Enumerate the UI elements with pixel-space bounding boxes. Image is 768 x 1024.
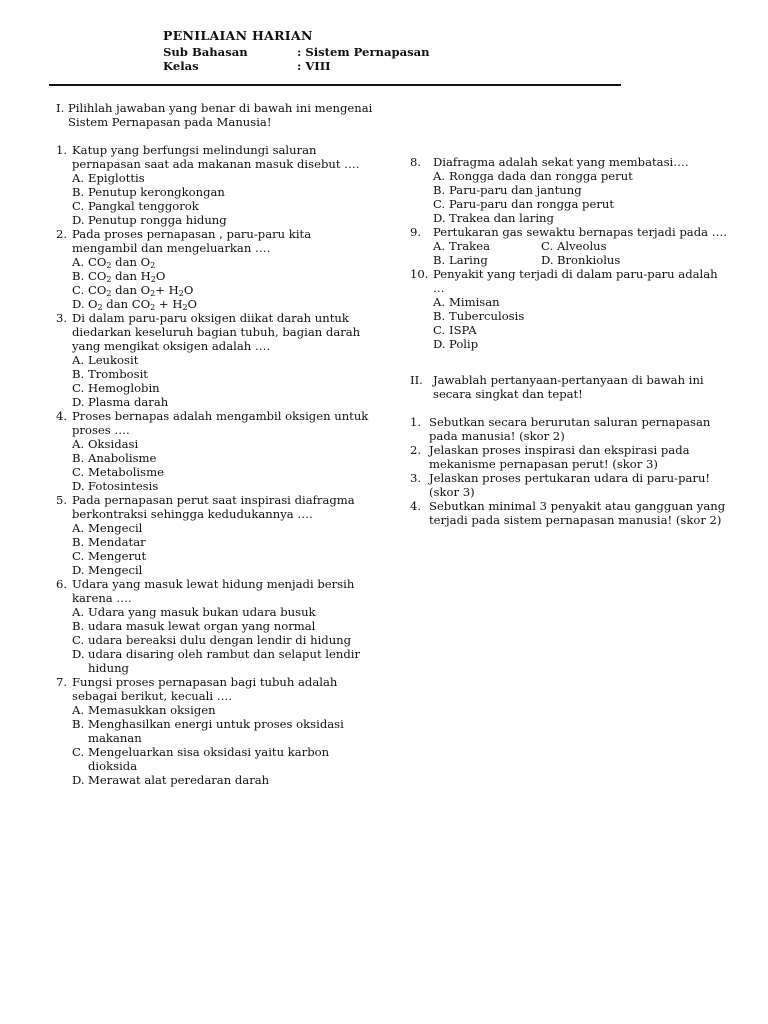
question-number: 3. <box>56 311 68 325</box>
question-text: Katup yang berfungsi melindungi saluran pernapasan saat ada makanan masuk disebut …. <box>72 143 360 171</box>
option-text: Bronkiolus <box>557 253 621 267</box>
formula-part: dan H <box>111 269 151 283</box>
question-text: Diafragma adalah sekat yang membatasi…. <box>433 155 689 169</box>
option-text: Penutup rongga hidung <box>88 213 227 227</box>
option-letter: C. <box>72 465 85 479</box>
option-letter: B. <box>433 309 446 323</box>
option-text: Pangkal tenggorok <box>88 199 199 213</box>
document-title: PENILAIAN HARIAN <box>163 28 313 43</box>
formula-part: dan CO <box>102 297 151 311</box>
left-column <box>56 101 376 787</box>
option-letter: C. <box>72 199 85 213</box>
subscript: 2 <box>150 303 156 312</box>
question-text: Fungsi proses pernapasan bagi tubuh adalah sebagai berikut, kecuali …. <box>72 675 338 703</box>
option-text: Trombosit <box>88 367 148 381</box>
essay-item <box>410 499 730 527</box>
answer-option <box>72 451 376 465</box>
option-letter: A. <box>433 239 446 253</box>
answer-option <box>72 255 376 269</box>
formula-part: CO <box>88 255 107 269</box>
section-text: Pilihlah jawaban yang benar di bawah ini mengenai Sistem Pernapasan pada Manusia! <box>68 101 373 129</box>
essay-text: Jelaskan proses pertukaran udara di paru-paru! (skor 3) <box>429 471 711 499</box>
question-item <box>56 493 376 577</box>
option-text <box>88 283 376 297</box>
option-letter: D. <box>72 773 85 787</box>
question-number: 7. <box>56 675 68 689</box>
subscript: 2 <box>106 261 112 270</box>
answer-option <box>72 605 376 619</box>
question-body <box>72 311 376 409</box>
question-text: Proses bernapas adalah mengambil oksigen untuk proses …. <box>72 409 369 437</box>
option-text: udara masuk lewat organ yang normal <box>88 619 316 633</box>
question-body <box>433 155 730 225</box>
option-letter: A. <box>72 703 85 717</box>
answer-option <box>72 171 376 185</box>
option-text <box>88 269 376 283</box>
formula-part: O <box>155 269 166 283</box>
option-text: Polip <box>449 337 479 351</box>
section-number: I. <box>56 101 65 115</box>
option-text: Metabolisme <box>88 465 164 479</box>
essay-list <box>410 415 730 527</box>
option-letter: B. <box>72 185 85 199</box>
option-text: Mengecil <box>88 521 143 535</box>
option-text: Plasma darah <box>88 395 169 409</box>
answer-option <box>72 269 376 283</box>
answer-option <box>72 563 376 577</box>
option-text: Paru-paru dan rongga perut <box>449 197 615 211</box>
option-letter: A. <box>72 353 85 367</box>
essay-number: 1. <box>410 415 422 429</box>
answer-option <box>72 395 376 409</box>
formula-part: dan O <box>111 255 151 269</box>
option-letter: D. <box>72 213 85 227</box>
question-text: Udara yang masuk lewat hidung menjadi bersih karena …. <box>72 577 355 605</box>
answer-option <box>433 337 730 351</box>
option-letter: B. <box>72 619 85 633</box>
option-letter: C. <box>433 197 446 211</box>
section-1-instruction <box>56 101 376 129</box>
formula-part: dan O <box>111 283 151 297</box>
answer-option <box>72 185 376 199</box>
formula-part: + H <box>155 283 179 297</box>
option-letter: D. <box>433 337 446 351</box>
answer-option <box>433 295 730 309</box>
question-number: 4. <box>56 409 68 423</box>
section-text: Jawablah pertanyaan-pertanyaan di bawah ini secara singkat dan tepat! <box>433 373 704 401</box>
right-column <box>410 155 730 527</box>
question-number: 5. <box>56 493 68 507</box>
option-letter: B. <box>72 269 85 283</box>
answer-option <box>433 309 730 323</box>
option-letter: A. <box>433 295 446 309</box>
subscript: 2 <box>150 261 156 270</box>
question-list-left <box>56 143 376 787</box>
option-letter: D. <box>72 479 85 493</box>
question-body <box>433 267 730 351</box>
question-text: Pertukaran gas sewaktu bernapas terjadi pada …. <box>433 225 727 239</box>
section-number: II. <box>410 373 423 387</box>
answer-option <box>72 549 376 563</box>
option-letter: C. <box>72 633 85 647</box>
option-text: udara bereaksi dulu dengan lendir di hidung <box>88 633 352 647</box>
formula-part: O <box>187 297 198 311</box>
header-divider <box>49 84 621 86</box>
option-letter: A. <box>72 605 85 619</box>
formula-part: O <box>88 297 98 311</box>
header-row-subject <box>163 45 430 59</box>
answer-option <box>433 253 541 267</box>
question-number: 10. <box>410 267 429 281</box>
option-text: Hemoglobin <box>88 381 160 395</box>
option-letter: B. <box>72 535 85 549</box>
option-text: Merawat alat peredaran darah <box>88 773 270 787</box>
option-text: Memasukkan oksigen <box>88 703 216 717</box>
option-letter: D. <box>541 253 554 267</box>
option-letter: D. <box>433 211 446 225</box>
option-letter: D. <box>72 563 85 577</box>
option-text: ISPA <box>449 323 477 337</box>
option-letter: A. <box>72 171 85 185</box>
option-letter: A. <box>433 169 446 183</box>
question-item <box>56 143 376 227</box>
essay-item <box>410 443 730 471</box>
option-text: Mengecil <box>88 563 143 577</box>
subscript: 2 <box>182 303 188 312</box>
option-letter: D. <box>72 395 85 409</box>
question-item <box>56 311 376 409</box>
answer-option <box>72 353 376 367</box>
option-text: Epiglottis <box>88 171 145 185</box>
option-text <box>88 255 376 269</box>
document-header <box>163 29 430 73</box>
answer-option <box>72 437 376 451</box>
question-body <box>72 493 376 577</box>
option-text: Mengeluarkan sisa oksidasi yaitu karbon dioksida <box>88 745 330 773</box>
option-row <box>433 239 730 253</box>
question-text: Pada proses pernapasan , paru-paru kita mengambil dan mengeluarkan …. <box>72 227 312 255</box>
subscript: 2 <box>150 289 156 298</box>
answer-option <box>433 211 730 225</box>
answer-option <box>541 239 649 253</box>
answer-option <box>72 367 376 381</box>
answer-option <box>72 199 376 213</box>
header-label: Kelas <box>163 59 199 73</box>
answer-option <box>72 479 376 493</box>
question-item <box>410 225 730 267</box>
answer-option <box>433 169 730 183</box>
option-letter: B. <box>72 451 85 465</box>
header-value: : VIII <box>297 59 331 73</box>
option-text: udara disaring oleh rambut dan selaput lendir hidung <box>88 647 360 675</box>
essay-number: 2. <box>410 443 422 457</box>
question-item <box>56 409 376 493</box>
option-text: Penutup kerongkongan <box>88 185 225 199</box>
option-text: Anabolisme <box>88 451 157 465</box>
option-letter: B. <box>433 253 446 267</box>
question-body <box>72 143 376 227</box>
option-letter: A. <box>72 437 85 451</box>
option-letter: D. <box>72 297 85 311</box>
formula-part: CO <box>88 269 107 283</box>
option-letter: C. <box>72 381 85 395</box>
formula-part: O <box>183 283 194 297</box>
answer-option <box>72 381 376 395</box>
option-letter: C. <box>541 239 554 253</box>
option-text: Leukosit <box>88 353 139 367</box>
answer-option <box>72 647 376 675</box>
option-text: Trakea <box>449 239 490 253</box>
option-text: Alveolus <box>557 239 607 253</box>
question-text: Pada pernapasan perut saat inspirasi diafragma berkontraksi sehingga kedudukannya …. <box>72 493 355 521</box>
question-body <box>433 225 730 267</box>
option-letter: B. <box>72 717 85 731</box>
option-letter: C. <box>433 323 446 337</box>
option-text: Mendatar <box>88 535 146 549</box>
essay-text: Sebutkan minimal 3 penyakit atau gangguan yang terjadi pada sistem pernapasan manusia! (skor 2) <box>429 499 726 527</box>
option-text: Laring <box>449 253 488 267</box>
answer-option <box>72 619 376 633</box>
option-text: Rongga dada dan rongga perut <box>449 169 633 183</box>
option-text: Udara yang masuk bukan udara busuk <box>88 605 316 619</box>
question-number: 2. <box>56 227 68 241</box>
answer-option <box>72 535 376 549</box>
question-item <box>410 267 730 351</box>
option-letter: B. <box>72 367 85 381</box>
subscript: 2 <box>150 275 156 284</box>
section-2-instruction <box>410 373 730 401</box>
formula-part: CO <box>88 283 107 297</box>
question-number: 8. <box>410 155 422 169</box>
option-text: Trakea dan laring <box>449 211 554 225</box>
answer-option <box>72 213 376 227</box>
option-text: Mimisan <box>449 295 500 309</box>
question-number: 6. <box>56 577 68 591</box>
question-item <box>56 675 376 787</box>
option-letter: D. <box>72 647 85 661</box>
essay-number: 3. <box>410 471 422 485</box>
answer-option <box>72 465 376 479</box>
answer-option <box>72 745 376 773</box>
answer-option <box>72 717 376 745</box>
essay-item <box>410 415 730 443</box>
option-letter: A. <box>72 521 85 535</box>
subscript: 2 <box>106 289 112 298</box>
question-item <box>56 577 376 675</box>
answer-option <box>433 239 541 253</box>
header-value: : Sistem Pernapasan <box>297 45 430 59</box>
answer-option <box>433 183 730 197</box>
question-body <box>72 577 376 675</box>
answer-option <box>72 633 376 647</box>
option-letter: C. <box>72 283 85 297</box>
essay-text: Jelaskan proses inspirasi dan ekspirasi pada mekanisme pernapasan perut! (skor 3) <box>429 443 690 471</box>
subscript: 2 <box>97 303 103 312</box>
answer-option <box>72 521 376 535</box>
option-letter: C. <box>72 549 85 563</box>
question-number: 9. <box>410 225 422 239</box>
option-letter: C. <box>72 745 85 759</box>
question-item <box>56 227 376 311</box>
answer-option <box>541 253 649 267</box>
formula-part: + H <box>155 297 183 311</box>
option-text: Mengerut <box>88 549 147 563</box>
essay-text: Sebutkan secara berurutan saluran pernapasan pada manusia! (skor 2) <box>429 415 711 443</box>
option-text <box>88 297 376 311</box>
option-row <box>433 253 730 267</box>
question-list-right <box>410 155 730 351</box>
answer-option <box>72 703 376 717</box>
option-text: Fotosintesis <box>88 479 159 493</box>
option-letter: B. <box>433 183 446 197</box>
answer-option <box>433 323 730 337</box>
option-text: Tuberculosis <box>449 309 525 323</box>
option-letter: A. <box>72 255 85 269</box>
question-text: Di dalam paru-paru oksigen diikat darah untuk diedarkan keseluruh bagian tubuh, bagian darah yang mengikat oksigen adalah …. <box>72 311 361 353</box>
question-text: Penyakit yang terjadi di dalam paru-paru adalah … <box>433 267 718 295</box>
question-body <box>72 675 376 787</box>
question-body <box>72 409 376 493</box>
header-row-class <box>163 59 430 73</box>
answer-option <box>72 773 376 787</box>
question-item <box>410 155 730 225</box>
option-text: Oksidasi <box>88 437 139 451</box>
header-label: Sub Bahasan <box>163 45 248 59</box>
option-text: Menghasilkan energi untuk proses oksidasi makanan <box>88 717 344 745</box>
answer-option <box>72 297 376 311</box>
answer-option <box>72 283 376 297</box>
question-number: 1. <box>56 143 68 157</box>
option-text: Paru-paru dan jantung <box>449 183 582 197</box>
essay-item <box>410 471 730 499</box>
answer-option <box>433 197 730 211</box>
essay-number: 4. <box>410 499 422 513</box>
question-body <box>72 227 376 311</box>
subscript: 2 <box>106 275 112 284</box>
subscript: 2 <box>178 289 184 298</box>
